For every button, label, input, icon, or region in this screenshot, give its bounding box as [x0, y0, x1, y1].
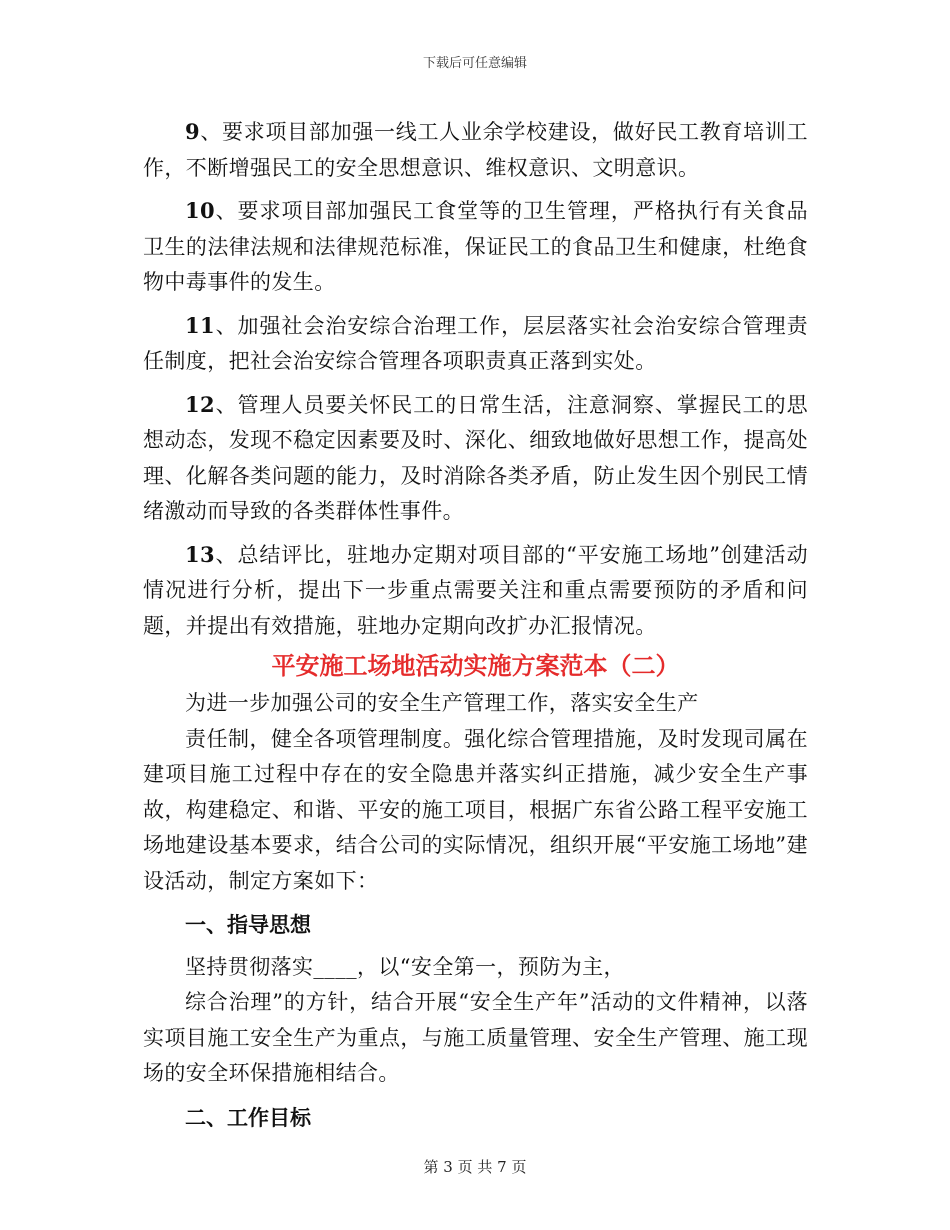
- item-text: 、要求项目部加强一线工人业余学校建设，做好民工教育培训工作，不断增强民工的安全思想意识、维权意识、文明意识。: [143, 120, 808, 180]
- intro-paragraph: 责任制，健全各项管理制度。强化综合管理措施，及时发现司属在建项目施工过程中存在的安全隐患并落实纠正措施，减少安全生产事故，构建稳定、和谐、平安的施工项目，根据广东省公路工程平安施工场地建设基本要求，结合公司的实际情况，组织开展“平安施工场地”建设活动，制定方案如下：: [143, 726, 808, 893]
- page-footer: 第 3 页 共 7 页: [423, 1158, 527, 1176]
- list-item-12: [143, 387, 808, 530]
- item-number: 10: [185, 198, 216, 223]
- item-text: 、加强社会治安综合治理工作，层层落实社会治安综合管理责任制度，把社会治安综合管理各项职责真正落到实处。: [143, 313, 808, 373]
- page-header: 下载后可任意编辑: [422, 56, 527, 71]
- heading-work-goals: 二、工作目标: [185, 1105, 311, 1130]
- item-text: 、总结评比，驻地办定期对项目部的“平安施工场地”创建活动情况进行分析，提出下一步重点需要关注和重点需要预防的矛盾和问题，并提出有效措施，驻地办定期向改扩办汇报情况。: [143, 542, 808, 638]
- guide-line-1: 坚持贯彻落实____，以“安全第一，预防为主，: [185, 954, 625, 979]
- intro-line-1: 为进一步加强公司的安全生产管理工作，落实安全生产: [185, 691, 699, 715]
- item-number: 9: [185, 119, 201, 144]
- item-text: 、管理人员要关怀民工的日常生活，注意洞察、掌握民工的思想动态，发现不稳定因素要及时、深化、细致地做好思想工作，提高处理、化解各类问题的能力，及时消除各类矛盾，防止发生因个别民工情绪激动而导致的各类群体性事件。: [143, 392, 808, 523]
- heading-guiding-ideology: 一、指导思想: [185, 913, 311, 937]
- item-number: 12: [185, 391, 216, 417]
- document-body: [143, 114, 808, 1142]
- list-item-10: [143, 193, 808, 301]
- list-item-9: [143, 114, 808, 186]
- item-number: 11: [185, 312, 216, 338]
- list-item-11: [143, 308, 808, 380]
- item-text: 、要求项目部加强民工食堂等的卫生管理，严格执行有关食品卫生的法律法规和法律规范标准，保证民工的食品卫生和健康，杜绝食物中毒事件的发生。: [143, 199, 808, 294]
- section-title: 平安施工场地活动实施方案范本（二）: [271, 652, 680, 680]
- item-number: 13: [185, 541, 216, 567]
- list-item-13: [143, 537, 808, 645]
- guide-paragraph: 综合治理”的方针，结合开展“安全生产年”活动的文件精神，以落实项目施工安全生产为重点，与施工质量管理、安全生产管理、施工现场的安全环保措施相结合。: [143, 990, 808, 1085]
